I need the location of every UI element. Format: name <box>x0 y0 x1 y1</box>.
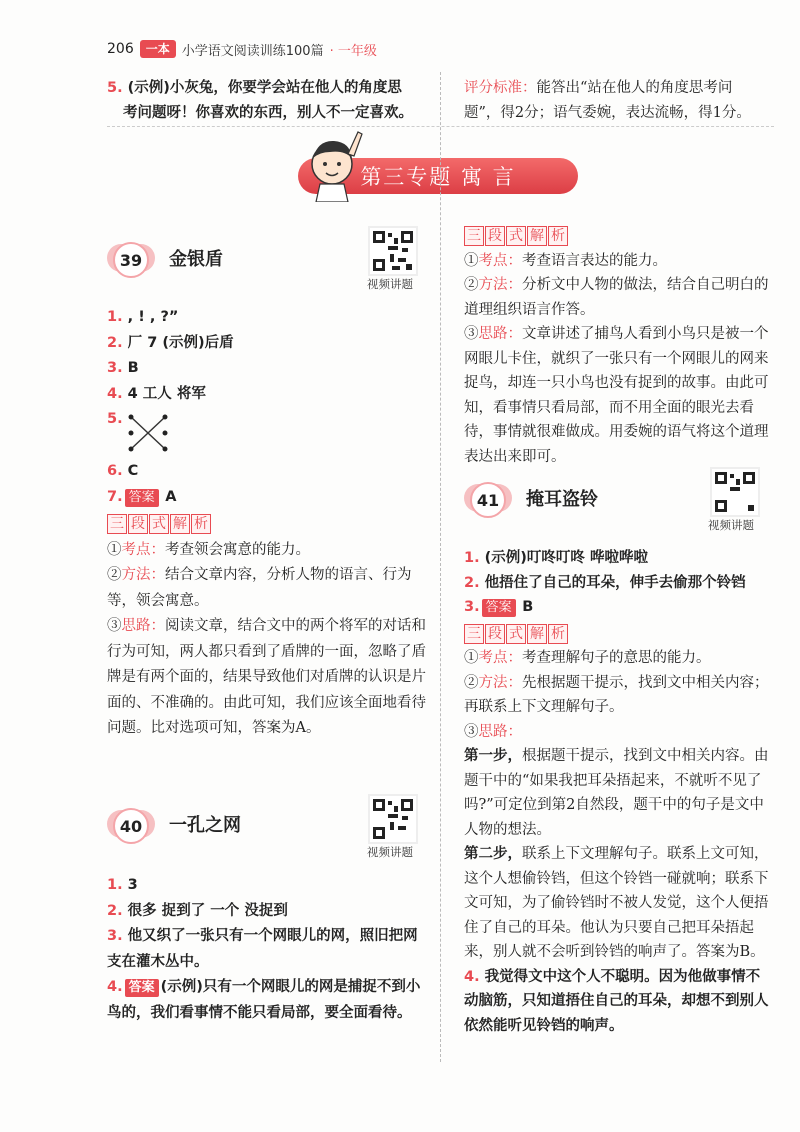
qr-code-41[interactable] <box>710 467 760 517</box>
section-title: 金银盾 <box>169 249 223 270</box>
qr-code-icon <box>712 469 758 515</box>
section-41-answers: 1. (示例)叮咚叮咚 哗啦哗啦 2. 他捂住了自己的耳朵，伸手去偷那个铃铛 3. 答案 B 三 段 式 解 析 ①考点：考查理解句子的意思的能力。 ②方法：先根据题干提示，找到文中相关内容；再联系上下文理解句子。 ③思路： 第一步，根据题干提示，找到文中相关内容。由题干中的“如果我把耳朵捂起来，不就听不见了吗?”可定位到第2自然段，题干中的句子是文中人物的想法。 第二步，联系上下文理解句子。联系上文可知，这个人想偷铃铛，但这个铃铛一碰就响；联系下文可知，为了偷铃铛时不被人发觉，这个人便捂住了自己的耳朵。他认为只要自己把耳朵捂起来，别人就不会听到铃铛的响声了。答案为B。 4. 我觉得文中这个人不聪明。因为他做事情不动脑筋，只知道捂住自己的耳朵，却想不到别人依然能听见铃铛的响声。 <box>464 550 769 1034</box>
analysis-tag: 三 段 式 解 析 <box>107 514 211 534</box>
analysis-tag: 三 段 式 解 析 <box>464 624 568 644</box>
section-39-header <box>107 244 223 272</box>
qr-code-icon <box>370 228 416 274</box>
section-number: 40 <box>113 808 149 844</box>
silu-text: 阅读文章，结合文中的两个将军的对话和行为可知，两人都只看到了盾牌的一面，忽略了盾牌是有两个面的，结果导致他们对盾牌的认识是片面的、不准确的。由此可知，我们应该全面地看待问题。比对选项可知，答案为A。 <box>107 618 426 736</box>
answer-2: 他捂住了自己的耳朵，伸手去偷那个铃铛 <box>484 574 746 591</box>
criteria-text: 能答出“站在他人的角度思考问 <box>536 80 733 96</box>
kaodian-text: 考查语言表达的能力。 <box>522 252 667 269</box>
grade-label: · 一年级 <box>329 43 377 59</box>
analysis-tag: 三 段 式 解 析 <box>464 226 568 246</box>
top-right-criteria <box>464 76 774 126</box>
answer-text: (示例)小灰兔，你要学会站在他人的角度思 <box>127 80 402 96</box>
answer-2: 很多 捉到了 一个 没捉到 <box>127 902 288 919</box>
cross-lines-diagram <box>125 409 171 455</box>
answer-3: B <box>127 360 139 376</box>
answer-2: 厂 7 (示例)后盾 <box>127 334 234 351</box>
qr-label: 视频讲题 <box>367 845 413 859</box>
qr-code-39[interactable] <box>368 226 418 276</box>
column-divider <box>440 72 441 1062</box>
fangfa-text: 结合文章内容，分析人物的语言、行为等，领会寓意。 <box>107 567 412 609</box>
answer-4: (示例)只有一个网眼儿的网是捕捉不到小鸟的，我们看事情不能只看局部，要全面看待。 <box>107 979 421 1021</box>
section-number-badge <box>464 484 512 512</box>
kaodian-text: 考查领会寓意的能力。 <box>165 541 310 558</box>
section-number-badge <box>107 810 155 838</box>
section-number-badge <box>107 244 155 272</box>
section-40-header <box>107 810 241 838</box>
section-number: 41 <box>470 482 506 518</box>
answer-1: (示例)叮咚叮咚 哗啦哗啦 <box>484 550 648 566</box>
answer-1: 3 <box>127 877 138 893</box>
answer-3: B <box>522 599 534 615</box>
section-40-analysis: 三 段 式 解 析 ①考点：考查语言表达的能力。 ②方法：分析文中人物的做法，结合自己明白的道理组织语言作答。 ③思路：文章讲述了捕鸟人看到小鸟只是被一个网眼儿卡住，就织了一张只有一个网眼儿的网来捉鸟，却连一只小鸟也没有捉到的故事。由此可知，看事情只看局部，而不用全面的眼光去看待，事情就很难做成。用委婉的语气将这个道理表达出来即可。 <box>464 228 769 465</box>
top-left-answer <box>107 76 427 126</box>
answer-text: 考问题呀！你喜欢的东西，别人不一定喜欢。 <box>123 105 413 121</box>
answer-tag: 答案 <box>125 979 159 997</box>
qr-label: 视频讲题 <box>367 277 413 291</box>
page-number: 206 <box>107 41 134 57</box>
fangfa-text: 先根据题干提示，找到文中相关内容；再联系上下文理解句子。 <box>464 674 769 715</box>
answer-6: C <box>127 463 139 479</box>
section-40-answers: 1. 3 2. 很多 捉到了 一个 没捉到 3. 他又织了一张只有一个网眼儿的网，照旧把网支在灌木丛中。 4. 答案 (示例)只有一个网眼儿的网是捕捉不到小鸟的，我们看事情不能只看局部，要全面看待。 <box>107 877 421 1021</box>
section-banner: 第三专题 寓 言 <box>298 158 578 194</box>
answer-7: A <box>165 488 177 505</box>
qr-code-icon <box>370 796 416 842</box>
answer-tag: 答案 <box>482 599 516 617</box>
section-39-answers: 1. , ! , ?” 2. 厂 7 (示例)后盾 3. B 4. 4 工人 将军 5. 6. C 7. 答案 A 三 段 式 解 析 ①考点：考查领会寓意的能力。 ②方法：结合文章内容，分析人物的语言、行为等，领会寓意。 ③思路：阅读文章，结合文中的两个将军的对话和行为可知，两人都只看到了盾牌的一面，忽略了盾牌是有两个面的，结果导致他们对盾牌的认识是片面的、不准确的。由此可知，我们应该全面地看待问题。比对选项可知，答案为A。 <box>107 309 426 736</box>
qr-label: 视频讲题 <box>708 518 754 532</box>
criteria-label: 评分标准： <box>464 80 537 96</box>
kaodian-text: 考查理解句子的意思的能力。 <box>522 650 711 666</box>
answer-4: 我觉得文中这个人不聪明。因为他做事情不动脑筋，只知道捂住自己的耳朵，却想不到别人依然能听见铃铛的响声。 <box>464 968 769 1034</box>
answer-4: 4 工人 将军 <box>127 385 206 402</box>
question-number: 5. <box>107 80 123 96</box>
answer-5: 5. <box>107 407 427 459</box>
book-title: 小学语文阅读训练100篇 <box>181 43 324 59</box>
step-label: 第一步， <box>464 747 522 764</box>
silu-text: 文章讲述了捕鸟人看到小鸟只是被一个网眼儿卡住，就织了一张只有一个网眼儿的网来捉鸟，却连一只小鸟也没有捉到的故事。由此可知，看事情只看局部，而不用全面的眼光去看待，事情就很难做成。用委婉的语气将这个道理表达出来即可。 <box>464 326 769 465</box>
mascot-illustration <box>300 126 370 202</box>
step-label: 第二步， <box>464 845 522 862</box>
step-text: 联系上下文理解句子。联系上文可知，这个人想偷铃铛，但这个铃铛一碰就响；联系下文可知，为了偷铃铛时不被人发觉，这个人便捂住了自己的耳朵。他认为只要自己把耳朵捂起来，别人就不会听到铃铛的响声了。答案为B。 <box>464 846 769 960</box>
brand-logo: 一本 <box>140 40 176 58</box>
page-header <box>107 40 377 58</box>
qr-code-40[interactable] <box>368 794 418 844</box>
criteria-text: 题”，得2分；语气委婉，表达流畅，得1分。 <box>464 105 751 121</box>
section-41-header <box>464 484 598 512</box>
section-number: 39 <box>113 242 149 278</box>
step-text: 根据题干提示，找到文中相关内容。由题干中的“如果我把耳朵捂起来，不就听不见了吗?”可定位到第2自然段，题干中的句子是文中人物的想法。 <box>464 748 769 838</box>
answer-tag: 答案 <box>125 489 159 507</box>
answer-1: , ! , ?” <box>127 309 179 325</box>
answer-3: 他又织了一张只有一个网眼儿的网，照旧把网支在灌木丛中。 <box>107 928 418 970</box>
fangfa-text: 分析文中人物的做法，结合自己明白的道理组织语言作答。 <box>464 277 769 318</box>
section-title: 掩耳盗铃 <box>526 489 598 510</box>
section-title: 一孔之网 <box>169 815 241 836</box>
